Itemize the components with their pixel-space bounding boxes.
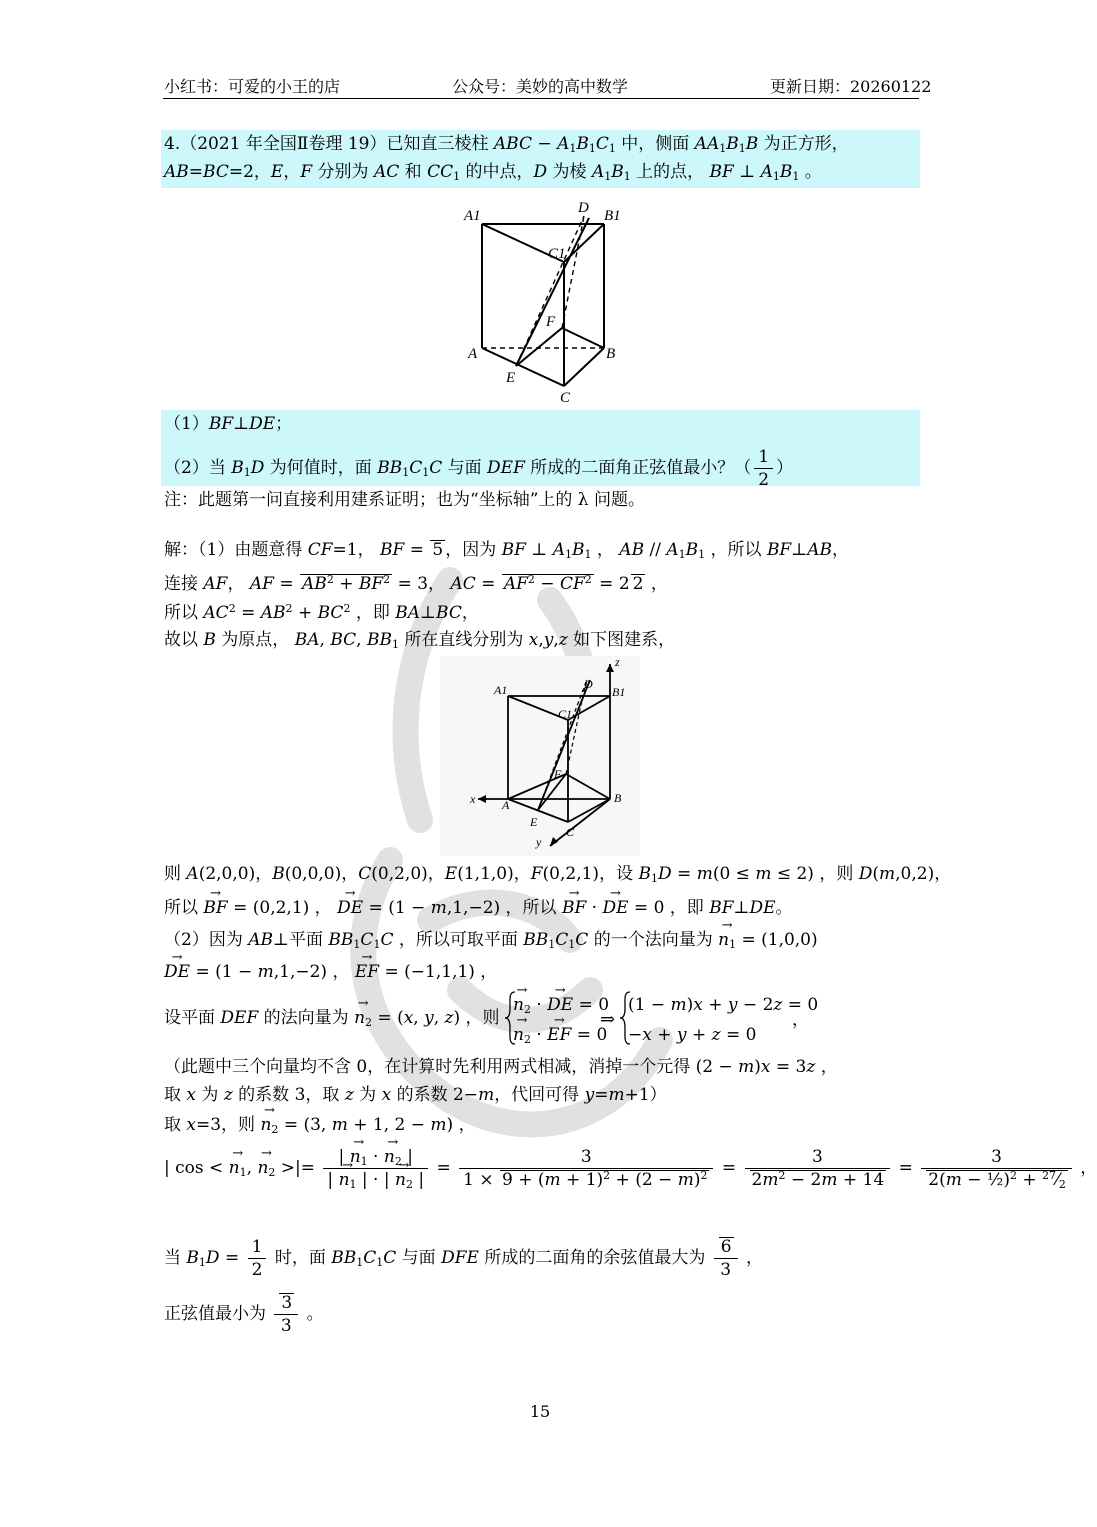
label-C1: C1 — [548, 246, 566, 262]
vector-line: 所以 → BF = (0,2,1) ， → DE = (1 − m,1,−2) ，所以 → BF · → DE = 0 ，即 BF⊥DE。 — [164, 896, 793, 920]
label-A: A — [468, 346, 478, 362]
label-A1: A1 — [464, 208, 481, 224]
label-D: D — [578, 200, 589, 216]
label2-B: B — [614, 791, 622, 805]
system-eq-3: (1 − m)x + y − 2z = 0 — [628, 995, 819, 1015]
conclusion-line-1: 当 $B_1D$ = $\frac{1}{2}$ 时，面 $BB_1C_1C$ 与面 DFE 所成的二面角的余弦值最大为 $\frac{6}{3}$ ， — [164, 1237, 763, 1280]
label2-B1: B1 — [612, 685, 626, 699]
header-left: 小红书：可爱的小王的店 — [164, 77, 341, 96]
label2-C: C — [566, 825, 575, 839]
question-2: （2）当 $B_1D$ 为何值时，面 $BB_1C_1C$ 与面 DEF 所成的二面角正弦值最小？（ $\frac{1}{2}$ ） — [164, 447, 794, 490]
solution-line-4: 故以 B 为原点， BA, BC, $BB_1$ 所在直线分别为 x,y,z 如下图建系， — [164, 630, 676, 651]
system-eq-2: → $n_2$ · → EF = 0 — [513, 1023, 607, 1047]
label2-A: A — [502, 798, 510, 812]
label2-y: y — [536, 835, 542, 849]
implies-arrow: ⇒ — [600, 1009, 616, 1030]
label-B1: B1 — [604, 208, 621, 224]
label2-E: E — [530, 815, 538, 829]
question-1: （1）BF⊥DE； — [164, 414, 293, 434]
label2-z: z — [615, 655, 620, 669]
solution-line-2: 连接 AF， AF = $AB^2 + BF^2 = 3$， AC = $AF^2 - CF^2 = 2$ 2 ， — [164, 573, 668, 594]
part2-line-1: （2）因为 AB⊥平面 $BB_1C_1C$ ，所以可取平面 $BB_1C_1C$ 的一个法向量为 → $n_1 = (1,0,0)$ — [164, 928, 818, 952]
label-F: F — [546, 314, 556, 330]
solution-line-3: 所以 $AC^2 = AB^2 + BC^2$ ，即 BA⊥BC， — [164, 602, 479, 623]
problem-line-1: 4.（2021 年全国Ⅱ卷理 19）已知直三棱柱 ABC − $A_1B_1C_1$ 中，侧面 $AA_1B_1B$ 为正方形， — [164, 134, 849, 155]
remark-line-1: （此题中三个向量均不含 0，在计算时先利用两式相减，消掉一个元得 (2 − m)x = 3z ， — [164, 1057, 838, 1077]
header-rule — [163, 98, 919, 99]
label2-F: F — [554, 767, 562, 781]
normal-vector-line: 设平面 DEF 的法向量为 → $n_2 = (x$, y, z) ，则 — [164, 1006, 500, 1030]
label-C: C — [560, 390, 571, 406]
note-text: 注：此题第一问直接利用建系证明；也为“坐标轴”上的 λ 问题。 — [164, 490, 645, 510]
conclusion-line-2: 正弦值最小为 $\frac{3}{3}$ 。 — [164, 1293, 324, 1336]
label-B: B — [606, 346, 616, 362]
system-eq-1: → $n_2$ · → DE = 0 — [513, 993, 609, 1017]
problem-line-2: AB=BC=2，E，F 分别为 AC 和 $CC_1$ 的中点，D 为棱 $A_1B_1$ 上的点， BF ⊥ $A_1B_1$ 。 — [164, 162, 822, 183]
cosine-line: | cos < → $n_1$, → $n_2$ >|= $\frac{| \to n_1 \cdot \to n_2 |}{| \to n_1 | \cdot | \to n_2 |}$ = $\frac{3}{1 \times 9 + (m + 1)^2 + (2 - m)^2}$ = $\frac{3}{2m^2 - 2m + 14}$ = $\frac{3}{2(m - \frac{1}{2})^2 + ^{27}⁄_2}$ ， — [164, 1146, 1097, 1191]
problem-source: （2021 年全国Ⅱ卷理 19） — [180, 134, 387, 154]
coordinates-line: 则 A(2,0,0)，B(0,0,0)，C(0,2,0)，E(1,1,0)，F(0,2,1)，设 $B_1D = m(0 \le m \le 2)$ ，则 D(m,0,2)， — [164, 864, 952, 885]
system-eq-4: −x + y + z = 0 — [628, 1025, 757, 1045]
label-E: E — [506, 370, 516, 386]
page-number: 15 — [529, 1402, 551, 1421]
remark-line-2: 取 x 为 z 的系数 3，取 z 为 x 的系数 2−m，代回可得 y=m+1） — [164, 1085, 667, 1105]
header-right: 更新日期：20260122 — [770, 77, 932, 96]
label2-D: D — [584, 677, 593, 691]
prism-figure — [440, 196, 640, 408]
comma: ， — [792, 1010, 809, 1030]
coordinate-figure — [440, 656, 640, 856]
problem-intro: 已知直三棱柱 — [386, 134, 489, 154]
header-center: 公众号：美妙的高中数学 — [452, 77, 629, 96]
part2-line-2: → DE = (1 − m,1,−2) ， → EF = (−1,1,1) ， — [164, 960, 497, 984]
answer-fraction: $\frac{1}{2}$ — [754, 446, 773, 491]
label2-C1: C1 — [558, 707, 573, 721]
label2-A1: A1 — [494, 683, 508, 697]
n2-line: 取 x=3，则 → $n_2 = (3$, m + 1, 2 − m) ， — [164, 1113, 476, 1137]
problem-number: 4. — [164, 134, 181, 154]
solution-line-1: 解：（1）由题意得 CF=1， BF = 5 ，因为 BF ⊥ $A_1B_1$ ， AB // $A_1B_1$ ，所以 BF⊥AB， — [164, 540, 850, 561]
label2-x: x — [470, 792, 476, 806]
